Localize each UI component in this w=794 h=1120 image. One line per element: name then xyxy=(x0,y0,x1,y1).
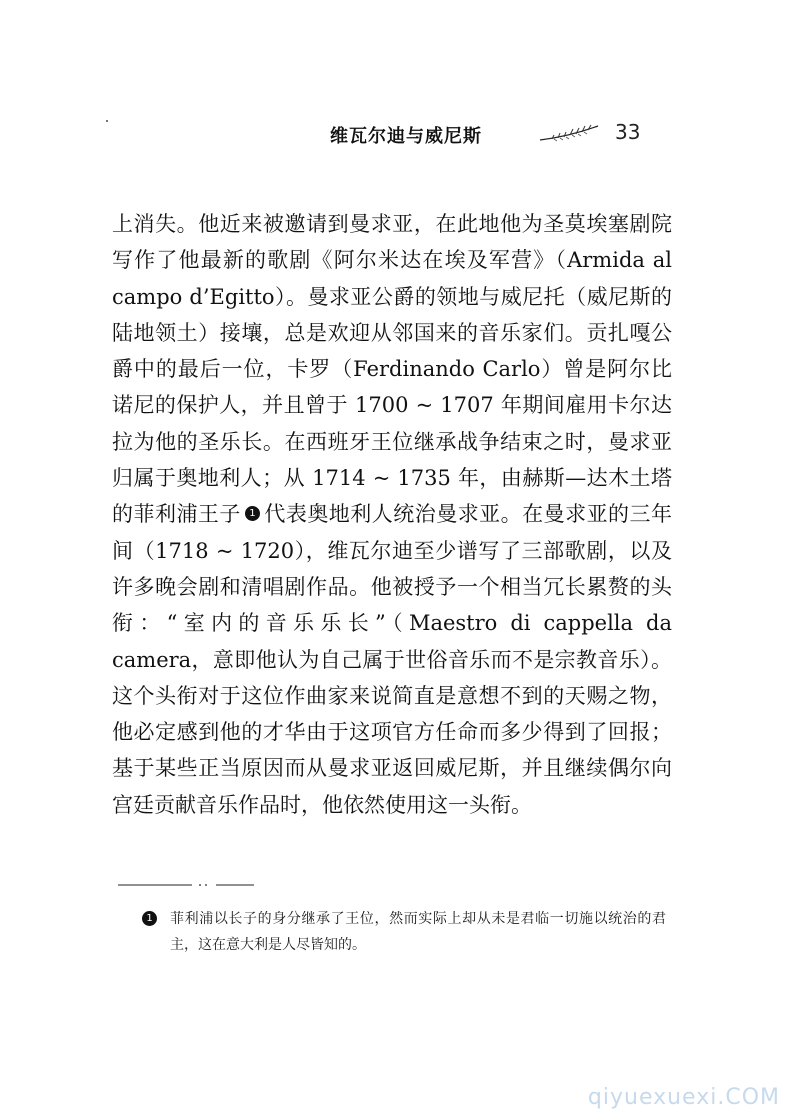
header-title: 维瓦尔迪与威尼斯 xyxy=(330,126,482,147)
footnote xyxy=(146,906,666,958)
footnote-reference[interactable]: 1 xyxy=(245,506,260,521)
footnote-marker: 1 xyxy=(142,911,157,926)
feather-flourish-icon xyxy=(538,122,602,144)
site-watermark: qiyuexuexi.COM xyxy=(587,1085,780,1110)
footnote-text: 菲利浦以长子的身分继承了王位，然而实际上却从未是君临一切施以统治的君主，这在意大利是人尽皆知的。 xyxy=(170,911,666,953)
body-text-segment: 上消失。他近来被邀请到曼求亚，在此地他为圣莫埃塞剧院写作了他最新的歌剧《阿尔米达在埃及军营》（Armida al campo d’Egitto）。曼求亚公爵的领地与威尼托（威尼斯的陆地领土）接壤，总是欢迎从邻国来的音乐家们。贡扎嘎公爵中的最后一位，卡罗（Ferdinando Carlo）曾是阿尔比诺尼的保护人，并且曾于 1700 ~ 1707 年期间雇用卡尔达拉为他的圣乐长。在西班牙王位继承战争结束之时，曼求亚归属于奥地利人；从 1714 ~ 1735 年，由赫斯—达木土塔的菲利浦王子 xyxy=(112,212,672,527)
running-header xyxy=(330,118,660,150)
margin-speck xyxy=(106,120,108,122)
footnote-divider xyxy=(118,882,254,888)
body-paragraph xyxy=(112,206,672,823)
page-number: 33 xyxy=(615,120,641,144)
body-text-segment: 代表奥地利人统治曼求亚。在曼求亚的三年间（1718 ~ 1720），维瓦尔迪至少谱写了三部歌剧，以及许多晚会剧和清唱剧作品。他被授予一个相当冗长累赘的头衔：“室内的音乐乐长”（Maestro di cappella da camera，意即他认为自己属于世俗音乐而不是宗教音乐）。这个头衔对于这位作曲家来说简直是意想不到的天赐之物，他必定感到他的才华由于这项官方任命而多少得到了回报；基于某些正当原因而从曼求亚返回威尼斯，并且继续偶尔向宫廷贡献音乐作品时，他依然使用这一头衔。 xyxy=(112,502,673,817)
